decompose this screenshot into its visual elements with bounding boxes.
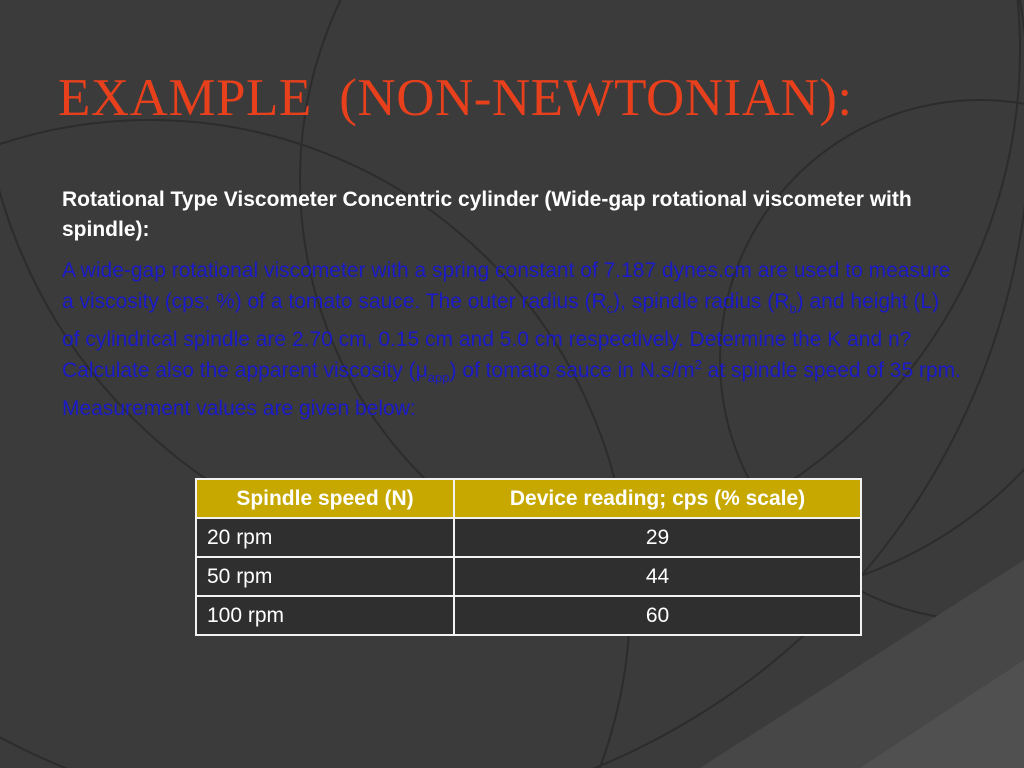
mu-symbol: μ — [415, 359, 428, 383]
table-row — [196, 557, 861, 596]
subscript-b: b — [789, 301, 797, 317]
header-spindle-speed: Spindle speed (N) — [196, 479, 454, 518]
subscript-app: app — [427, 370, 450, 386]
table-header-row — [196, 479, 861, 518]
problem-statement — [62, 255, 962, 424]
problem-text-5: at spindle speed of 35 rpm. Measurement values are given below: — [62, 359, 961, 421]
subscript-c: c — [606, 301, 614, 317]
measurement-table — [195, 478, 862, 636]
cell-reading: 60 — [454, 596, 861, 635]
problem-text-1: A wide-gap rotational viscometer with a spring constant of 7.187 dynes.cm are used to measure a viscosity (cps; %) of a tomato sauce. The outer radius (R — [62, 259, 951, 313]
problem-text-4: ) of tomato sauce in N.s/m — [449, 359, 695, 383]
problem-text-2: ), spindle radius (R — [613, 290, 790, 313]
table-row — [196, 596, 861, 635]
cell-reading: 44 — [454, 557, 861, 596]
table-row — [196, 518, 861, 557]
slide-subtitle: Rotational Type Viscometer Concentric cylinder (Wide-gap rotational viscometer with spindle): — [62, 188, 912, 241]
cell-speed: 20 rpm — [196, 518, 454, 557]
cell-speed: 50 rpm — [196, 557, 454, 596]
cell-reading: 29 — [454, 518, 861, 557]
cell-speed: 100 rpm — [196, 596, 454, 635]
problem-text-3: ) and height (L) of cylindrical spindle are 2.70 cm, 0.15 cm and 5.0 cm respectively. Determine the K and n? Calculate also the apparent viscosity ( — [62, 290, 940, 383]
header-device-reading: Device reading; cps (% scale) — [454, 479, 861, 518]
slide-title: EXAMPLE (NON-NEWTONIAN): — [58, 69, 853, 127]
superscript-2: 2 — [694, 357, 702, 373]
